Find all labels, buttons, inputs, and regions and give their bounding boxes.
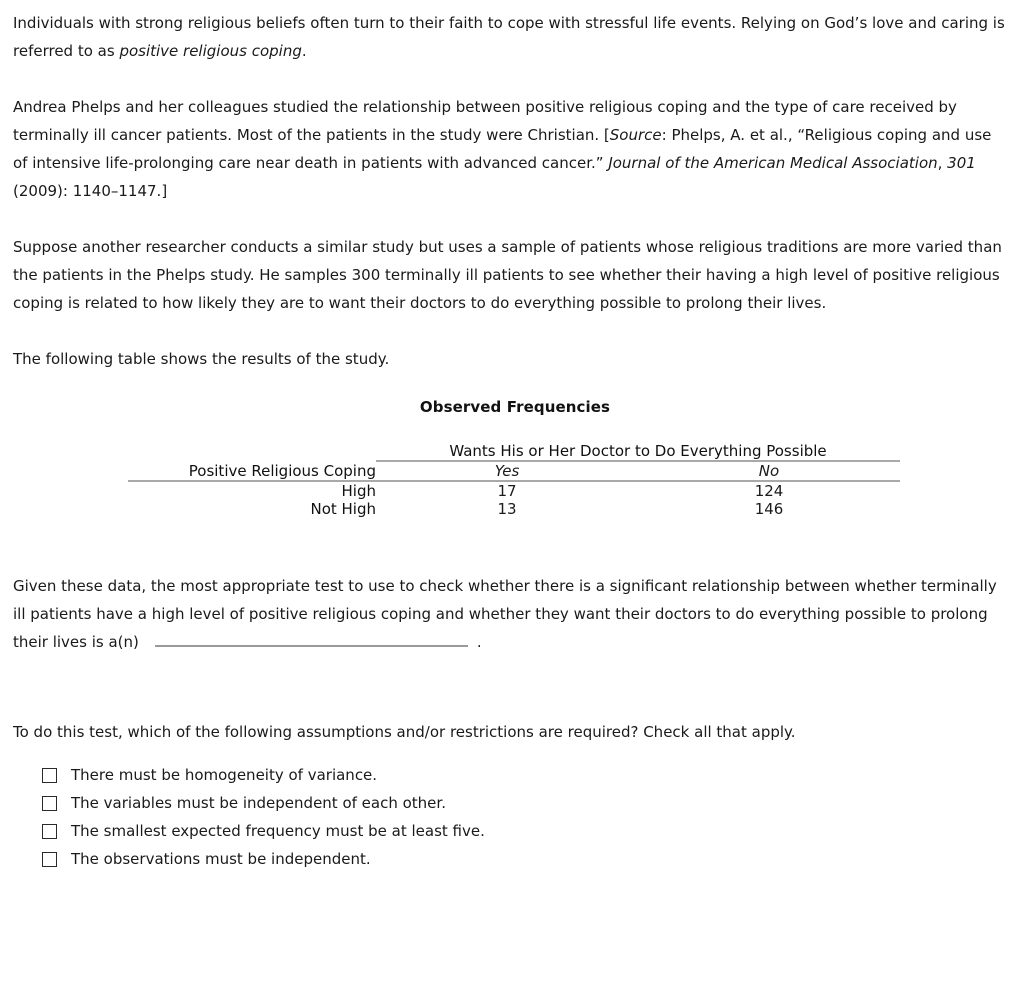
table-span-header-spacer — [128, 442, 376, 460]
checklist-option-variable-independence[interactable] — [0, 789, 1024, 817]
checkbox-icon[interactable] — [42, 768, 57, 783]
intro-p2-text-3: , — [937, 154, 948, 172]
assumptions-checklist — [0, 761, 1024, 873]
intro-p1-text-after-italic: . — [301, 42, 307, 60]
intro-p2-source-italic: Source — [609, 126, 662, 144]
paragraph-spacer — [0, 65, 1024, 93]
checkbox-icon[interactable] — [42, 796, 57, 811]
table-caption: Observed Frequencies — [419, 398, 611, 416]
intro-paragraph-1 — [0, 0, 1024, 65]
intro-paragraph-3: Suppose another researcher conducts a similar study but uses a sample of patients whose religious traditions are more varied than the patients in the Phelps study. He samples 300 terminally ill patients to see whether their having a high level of positive religious coping is related to how likely they are to want their doctors to do everything possible to prolong their lives. — [13, 238, 1002, 312]
fill-in-blank-question — [0, 572, 1024, 656]
table-row-label-high: High — [341, 482, 376, 500]
table-column-header-no: No — [758, 462, 780, 480]
intro-p2-text-4: (2009): 1140–1147.] — [13, 182, 168, 200]
table-row — [128, 500, 900, 518]
table-column-header-yes: Yes — [494, 462, 520, 480]
table-header-row — [128, 462, 900, 480]
paragraph-spacer — [0, 317, 1024, 345]
checklist-option-label: There must be homogeneity of variance. — [71, 766, 378, 784]
table-span-header: Wants His or Her Doctor to Do Everything Possible — [449, 442, 827, 460]
answer-blank-input[interactable] — [155, 632, 468, 647]
intro-p1-text-before-italic: Individuals with strong religious beliefs often turn to their faith to cope with stressful life events. Relying on God’s love and caring is referred to as — [13, 14, 1005, 60]
table-row — [128, 482, 900, 500]
checklist-option-label: The variables must be independent of each other. — [71, 794, 446, 812]
intro-p1-italic-term: positive religious coping — [119, 42, 302, 60]
checklist-option-label: The observations must be independent. — [71, 850, 371, 868]
checklist-option-label: The smallest expected frequency must be at least five. — [71, 822, 485, 840]
table-cell-high-no: 124 — [754, 482, 784, 500]
table-cell-high-yes: 17 — [497, 482, 517, 500]
observed-frequencies-table — [128, 442, 900, 518]
intro-p2-text-2: : Phelps, A. et al., “Religious coping and use of intensive life-prolonging care near death in patients with advanced cancer.” — [13, 126, 992, 172]
intro-paragraph-2 — [0, 93, 1024, 205]
intro-p2-journal-italic: Journal of the American Medical Association — [608, 154, 938, 172]
table-cell-not-high-no: 146 — [754, 500, 784, 518]
checkbox-icon[interactable] — [42, 824, 57, 839]
checklist-option-observation-independence[interactable] — [0, 845, 1024, 873]
table-span-header-row — [128, 442, 900, 460]
checklist-instruction: To do this test, which of the following assumptions and/or restrictions are required? Check all that apply. — [13, 723, 796, 741]
observed-frequencies-block — [0, 373, 1024, 518]
intro-p2-volume-italic: 301 — [947, 154, 976, 172]
checkbox-icon[interactable] — [42, 852, 57, 867]
intro-paragraph-4: The following table shows the results of the study. — [13, 350, 390, 368]
table-cell-not-high-yes: 13 — [497, 500, 517, 518]
paragraph-spacer — [0, 205, 1024, 233]
table-row-label-not-high: Not High — [310, 500, 376, 518]
intro-p2-text-1: Andrea Phelps and her colleagues studied the relationship between positive religious coping and the type of care received by terminally ill cancer patients. Most of the patients in the study were Christian. [ — [13, 98, 957, 144]
checklist-option-homogeneity[interactable] — [0, 761, 1024, 789]
checklist-option-expected-frequency[interactable] — [0, 817, 1024, 845]
table-row-header-label: Positive Religious Coping — [188, 462, 376, 480]
fill-in-blank-prompt: Given these data, the most appropriate test to use to check whether there is a significant relationship between whether terminally ill patients have a high level of positive religious coping and whether they want their doctors to do everything possible to prolong their lives is a(n) — [13, 577, 997, 651]
fill-in-blank-period: . — [476, 633, 482, 651]
